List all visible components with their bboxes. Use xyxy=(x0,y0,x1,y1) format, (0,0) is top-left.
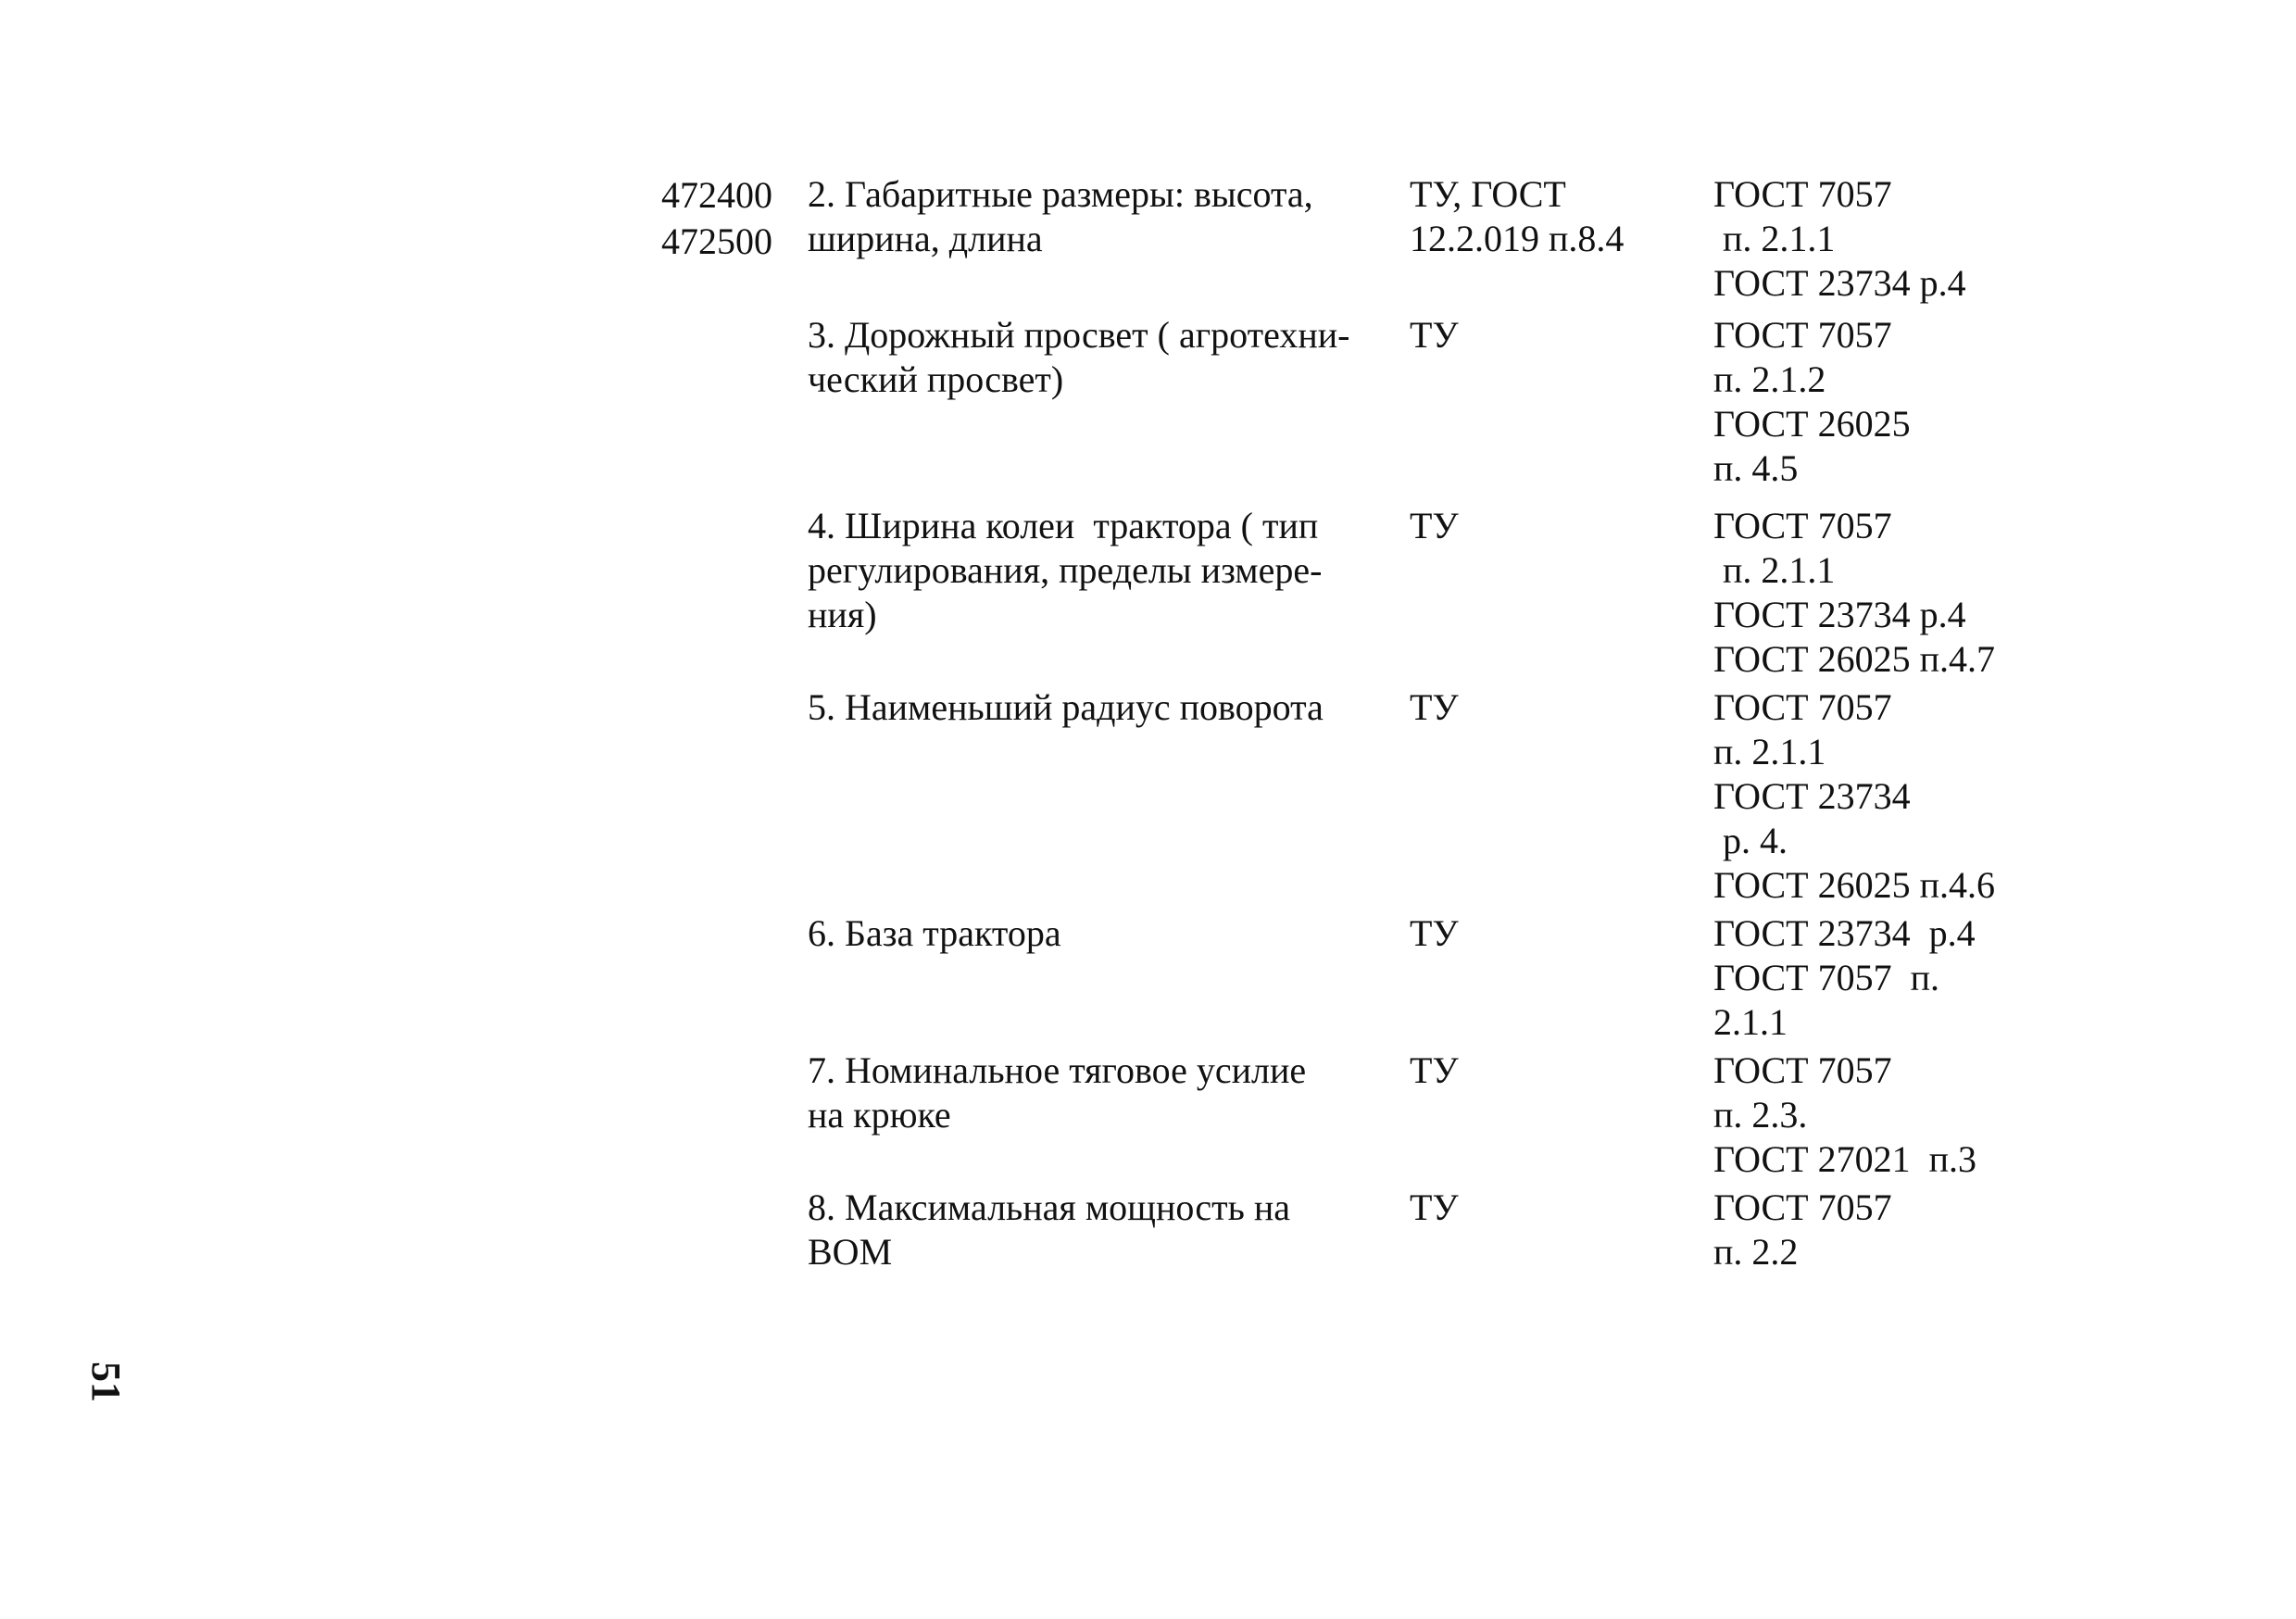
normative-doc-line: ТУ xyxy=(1410,314,1459,356)
test-method-line: п. 2.1.1 xyxy=(1713,731,1826,772)
code-value: 472400 xyxy=(661,174,772,216)
table-row xyxy=(661,313,2032,491)
test-method-cell xyxy=(1713,685,2028,908)
table-row xyxy=(661,1048,2032,1182)
test-method-cell xyxy=(1713,313,2028,491)
test-method-line: ГОСТ 7057 п. xyxy=(1713,957,1940,998)
test-method-line: ГОСТ 26025 п.4.6 xyxy=(1713,864,1996,906)
parameter-line: 3. Дорожный просвет ( агротехни- xyxy=(808,314,1350,356)
table-row xyxy=(661,911,2032,1045)
parameter-line: ВОМ xyxy=(808,1231,893,1273)
normative-doc-line: 12.2.019 п.8.4 xyxy=(1410,218,1625,259)
parameter-line: 5. Наименьший радиус поворота xyxy=(808,686,1324,728)
test-method-cell xyxy=(1713,504,2028,682)
test-method-line: 2.1.1 xyxy=(1713,1001,1788,1043)
normative-doc-cell xyxy=(1410,504,1713,548)
test-method-line: ГОСТ 7057 xyxy=(1713,173,1892,215)
normative-doc-line: ТУ xyxy=(1410,686,1459,728)
normative-doc-line: ТУ xyxy=(1410,1049,1459,1091)
normative-doc-cell xyxy=(1410,911,1713,956)
code-value: 472500 xyxy=(661,220,772,262)
parameter-line: регулирования, пределы измере- xyxy=(808,549,1323,591)
normative-doc-line: ТУ xyxy=(1410,505,1459,546)
parameter-line: 2. Габаритные размеры: высота, xyxy=(808,173,1313,215)
test-method-line: р. 4. xyxy=(1713,820,1788,861)
test-method-line: ГОСТ 7057 xyxy=(1713,1049,1892,1091)
test-method-line: п. 2.3. xyxy=(1713,1094,1808,1136)
normative-doc-line: ТУ, ГОСТ xyxy=(1410,173,1566,215)
test-method-line: ГОСТ 27021 п.3 xyxy=(1713,1138,1977,1180)
test-method-line: ГОСТ 23734 р.4 xyxy=(1713,594,1966,635)
parameter-line: 7. Номинальное тяговое усилие xyxy=(808,1049,1307,1091)
parameter-line: ческий просвет) xyxy=(808,358,1064,400)
test-method-line: п. 2.1.1 xyxy=(1713,549,1836,591)
parameter-cell xyxy=(808,911,1410,956)
normative-doc-cell xyxy=(1410,1048,1713,1093)
normative-doc-line: ТУ xyxy=(1410,912,1459,954)
test-method-line: ГОСТ 7057 xyxy=(1713,686,1892,728)
parameter-cell xyxy=(808,1048,1410,1137)
parameter-line: 8. Максимальная мощность на xyxy=(808,1186,1290,1228)
table-row xyxy=(661,1186,2032,1274)
test-method-cell xyxy=(1713,1186,2028,1274)
test-method-cell xyxy=(1713,911,2028,1045)
test-method-line: ГОСТ 26025 xyxy=(1713,403,1911,445)
parameter-line: 6. База трактора xyxy=(808,912,1061,954)
parameter-line: ширина, длина xyxy=(808,218,1043,259)
normative-doc-line: ТУ xyxy=(1410,1186,1459,1228)
parameter-cell xyxy=(808,504,1410,637)
parameter-line: ния) xyxy=(808,594,877,635)
parameter-line: на крюке xyxy=(808,1094,951,1136)
test-method-line: ГОСТ 23734 р.4 xyxy=(1713,262,1966,304)
parameter-cell xyxy=(808,1186,1410,1274)
test-method-line: п. 2.2 xyxy=(1713,1231,1799,1273)
parameter-cell xyxy=(808,313,1410,402)
table-row xyxy=(661,172,2032,306)
test-method-line: ГОСТ 26025 п.4.7 xyxy=(1713,638,1996,680)
table-row xyxy=(661,504,2032,682)
test-method-line: ГОСТ 7057 xyxy=(1713,1186,1892,1228)
page-number: 51 xyxy=(83,1362,129,1402)
test-method-cell xyxy=(1713,172,2028,306)
test-method-cell xyxy=(1713,1048,2028,1182)
test-method-line: ГОСТ 7057 xyxy=(1713,505,1892,546)
code-cell xyxy=(661,172,808,265)
test-method-line: п. 2.1.2 xyxy=(1713,358,1826,400)
table-row xyxy=(661,685,2032,908)
test-method-line: п. 2.1.1 xyxy=(1713,218,1836,259)
test-method-line: ГОСТ 7057 xyxy=(1713,314,1892,356)
test-method-line: ГОСТ 23734 р.4 xyxy=(1713,912,1976,954)
normative-doc-cell xyxy=(1410,685,1713,730)
normative-doc-cell xyxy=(1410,313,1713,358)
requirements-table xyxy=(661,172,2032,1274)
test-method-line: ГОСТ 23734 xyxy=(1713,775,1911,817)
test-method-line: п. 4.5 xyxy=(1713,447,1799,489)
parameter-line: 4. Ширина колеи трактора ( тип xyxy=(808,505,1319,546)
normative-doc-cell xyxy=(1410,172,1713,261)
parameter-cell xyxy=(808,172,1410,261)
parameter-cell xyxy=(808,685,1410,730)
normative-doc-cell xyxy=(1410,1186,1713,1230)
